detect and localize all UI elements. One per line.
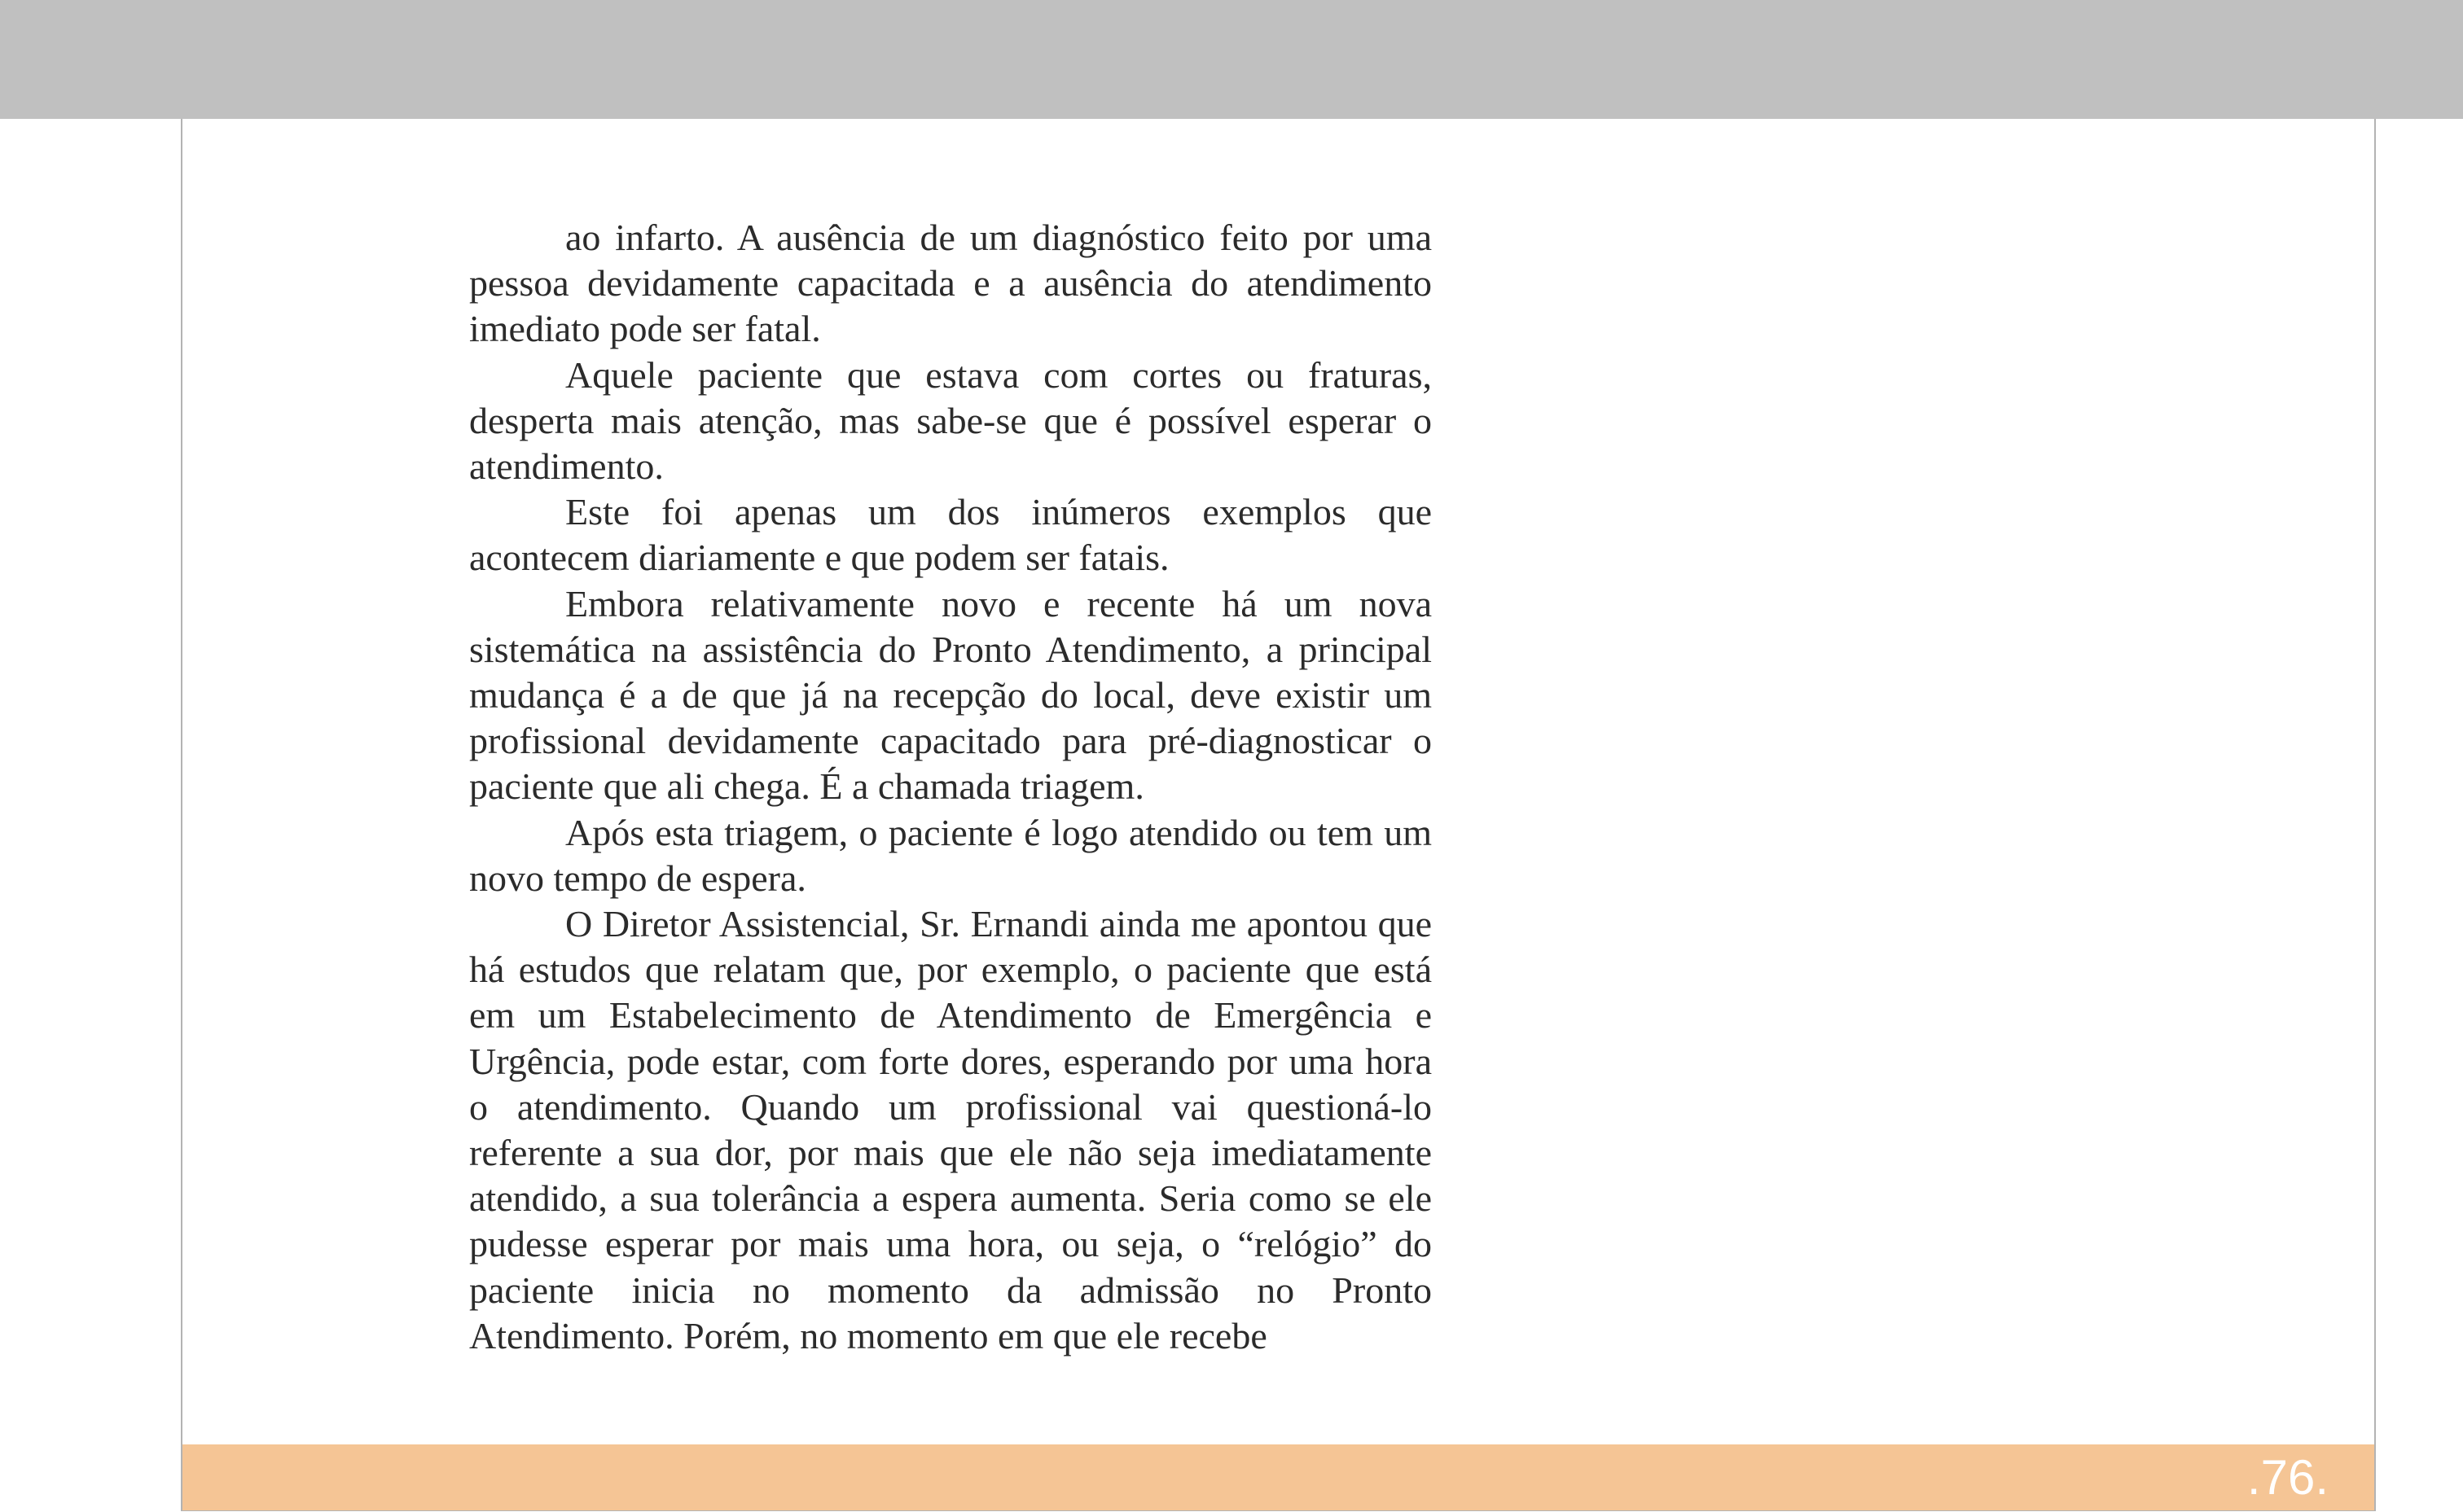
page-number: .76. <box>2246 1450 2329 1505</box>
paragraph-4: Embora relativamente novo e recente há um nova sistemática na assistência do Pronto Atendimento, a principal mudança é a de que já na recepção do local, deve existir um profissional devidamente capacitado para pré-diagnosticar o paciente que ali chega. É a chamada triagem. <box>469 582 1432 808</box>
footer-band <box>182 1444 2374 1510</box>
paragraph-2: Aquele paciente que estava com cortes ou fraturas, desperta mais atenção, mas sabe-se que é possível esperar o atendimento. <box>469 353 1432 488</box>
paragraph-5: Após esta triagem, o paciente é logo atendido ou tem um novo tempo de espera. <box>469 811 1432 899</box>
paragraph-3: Este foi apenas um dos inúmeros exemplos que acontecem diariamente e que podem ser fatais. <box>469 491 1432 579</box>
body-text-column <box>469 215 1432 1359</box>
top-header-band <box>0 0 2463 119</box>
paragraph-6: O Diretor Assistencial, Sr. Ernandi ainda me apontou que há estudos que relatam que, por exemplo, o paciente que está em um Estabelecimento de Atendimento de Emergência e Urgência, pode estar, com forte dores, esperando por uma hora o atendimento. Quando um profissional vai questioná-lo referente a sua dor, por mais que ele não seja imediatamente atendido, a sua tolerância a espera aumenta. Seria como se ele pudesse esperar por mais uma hora, ou seja, o “relógio” do paciente inicia no momento da admissão no Pronto Atendimento. Porém, no momento em que ele recebe <box>469 903 1432 1356</box>
paragraph-1: ao infarto. A ausência de um diagnóstico feito por uma pessoa devidamente capacitada e a ausência do atendimento imediato pode ser fatal. <box>469 217 1432 350</box>
